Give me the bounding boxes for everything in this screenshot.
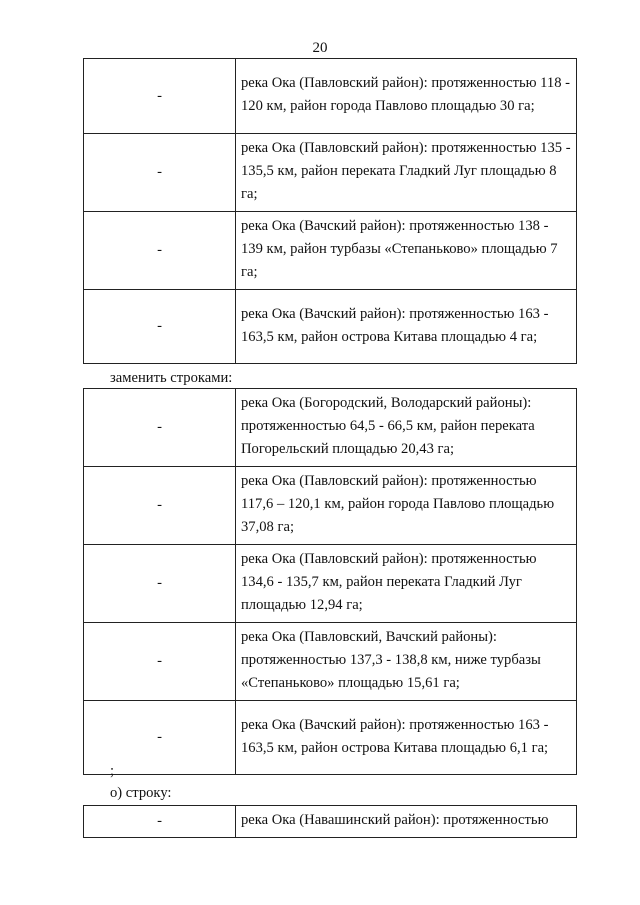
row-text: река Ока (Богородский, Володарский районы): протяженностью 64,5 - 66,5 км, район переката Погорельский площадью 20,43 га; <box>236 389 577 467</box>
row-marker: - <box>84 290 236 364</box>
table-row <box>84 806 577 838</box>
original-rows-table <box>83 58 577 364</box>
row-text: река Ока (Вачский район): протяженностью 138 - 139 км, район турбазы «Степаньково» площадью 7 га; <box>236 212 577 290</box>
row-marker: - <box>84 134 236 212</box>
table-row <box>84 467 577 545</box>
row-marker: - <box>84 212 236 290</box>
page-number: 20 <box>312 40 328 56</box>
row-text: река Ока (Вачский район): протяженностью 163 - 163,5 км, район острова Китава площадью 6,1 га; <box>236 701 577 775</box>
row-text: река Ока (Павловский район): протяженностью 117,6 – 120,1 км, район города Павлово площадью 37,08 га; <box>236 467 577 545</box>
row-marker: - <box>84 545 236 623</box>
row-text: река Ока (Павловский район): протяженностью 118 - 120 км, район города Павлово площадью 30 га; <box>236 59 577 134</box>
row-text: река Ока (Павловский, Вачский районы): протяженностью 137,3 - 138,8 км, ниже турбазы «Степаньково» площадью 15,61 га; <box>236 623 577 701</box>
table-row <box>84 290 577 364</box>
row-marker: - <box>84 806 236 838</box>
row-text: река Ока (Павловский район): протяженностью 135 - 135,5 км, район переката Гладкий Луг площадью 8 га; <box>236 134 577 212</box>
row-marker: - <box>84 389 236 467</box>
item-o-table <box>83 805 577 838</box>
table-row <box>84 389 577 467</box>
table-row <box>84 623 577 701</box>
table-row <box>84 212 577 290</box>
row-text: река Ока (Павловский район): протяженностью 134,6 - 135,7 км, район переката Гладкий Луг площадью 12,94 га; <box>236 545 577 623</box>
table-row <box>84 134 577 212</box>
row-marker: - <box>84 623 236 701</box>
item-o-label: о) строку: <box>110 785 172 801</box>
replace-with-rows-label: заменить строками: <box>110 370 233 386</box>
table-row <box>84 545 577 623</box>
row-text: река Ока (Навашинский район): протяженностью <box>236 806 577 838</box>
table-row <box>84 701 577 775</box>
row-marker: - <box>84 701 236 775</box>
semicolon-mark: ; <box>110 763 115 779</box>
row-marker: - <box>84 467 236 545</box>
row-text: река Ока (Вачский район): протяженностью 163 - 163,5 км, район острова Китава площадью 4 га; <box>236 290 577 364</box>
table-row <box>84 59 577 134</box>
replacement-rows-table <box>83 388 577 775</box>
row-marker: - <box>84 59 236 134</box>
